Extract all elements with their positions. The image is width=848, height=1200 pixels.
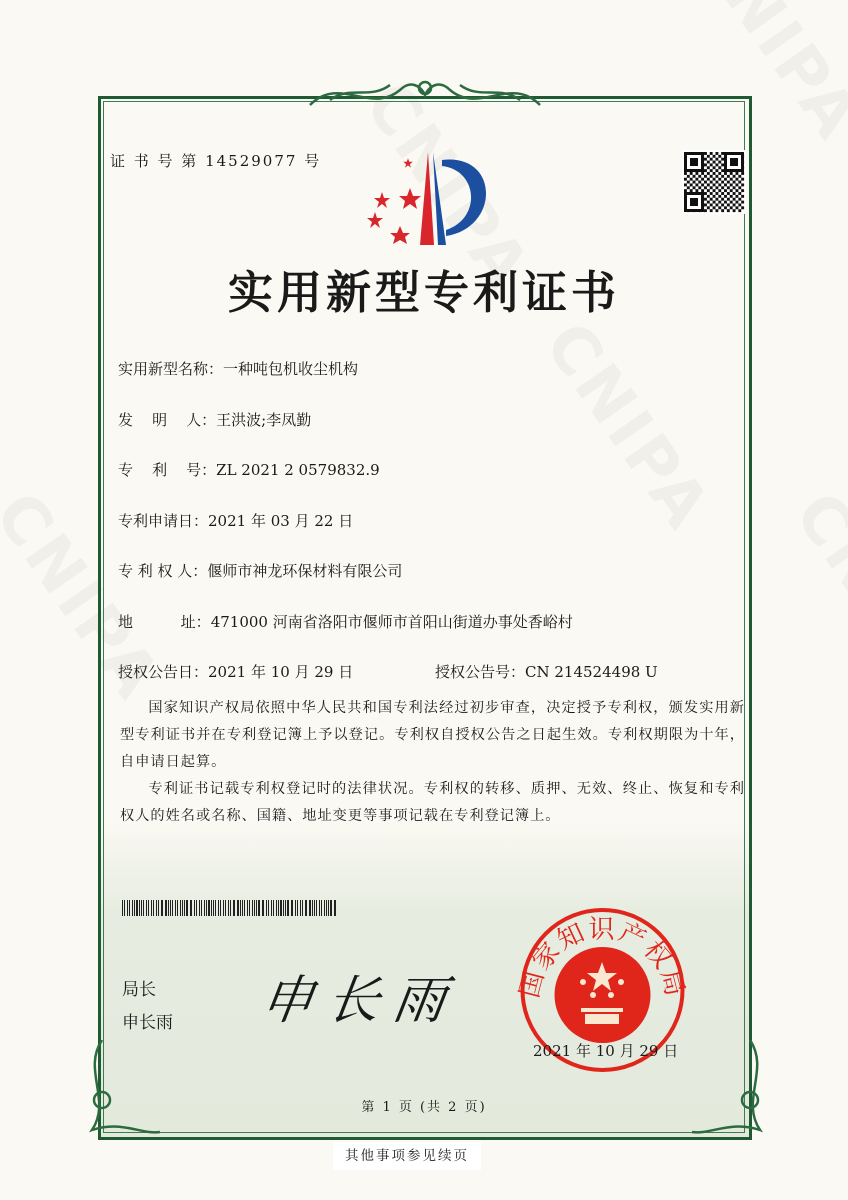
barcode-bar (324, 900, 325, 916)
page-indicator: 第 1 页 (共 2 页) (361, 1100, 487, 1115)
watermark (780, 480, 848, 715)
barcode-bar (258, 900, 259, 916)
field-row (118, 611, 573, 632)
barcode-bar (136, 900, 137, 916)
barcode-bar (300, 900, 301, 916)
barcode-bar (295, 900, 296, 916)
certificate-title: 实用新型专利证书 (227, 266, 620, 319)
barcode-bar (170, 900, 171, 916)
field-value: CN 214524498 U (525, 663, 658, 681)
field-announcement-number (435, 661, 658, 682)
barcode-bar (191, 900, 192, 916)
barcode-bar (172, 900, 173, 916)
barcode-bar (234, 900, 235, 916)
certificate-number-label: 证 书 号 第 (110, 152, 199, 170)
qr-code (682, 150, 746, 214)
certificate-number (110, 150, 321, 171)
barcode-bar (244, 900, 245, 916)
field-value: 471000 河南省洛阳市偃师市首阳山街道办事处香峪村 (210, 613, 573, 631)
barcode-bar (330, 900, 331, 916)
barcode-bar (156, 900, 157, 916)
paragraph-legal-status: 专利证书记载专利权登记时的法律状况。专利权的转移、质押、无效、终止、恢复和专利权人的姓名或名称、国籍、地址变更等事项记载在专利登记簿上。 (120, 781, 745, 824)
field-value: 一种吨包机收尘机构 (223, 360, 359, 378)
barcode-bar (165, 900, 166, 916)
barcode-bar (271, 900, 272, 916)
barcode-bar (242, 900, 243, 916)
certificate-number-value: 14529077 (205, 152, 298, 170)
barcode-bar (237, 900, 238, 916)
continued-note: 其他事项参见续页 (333, 1142, 481, 1170)
barcode-bar (206, 900, 207, 916)
barcode-bar (228, 900, 229, 916)
barcode-bar (177, 900, 178, 916)
barcode-bar (285, 900, 286, 916)
director-title: 局长 (122, 980, 156, 1000)
barcode-bar (266, 900, 267, 916)
barcode-bar (151, 900, 152, 916)
barcode-bar (186, 900, 187, 916)
corner-ornament-left (62, 1040, 162, 1140)
field-label: 实用新型名称： (118, 360, 224, 378)
barcode-bar (321, 900, 322, 916)
barcode-bar (252, 900, 253, 916)
barcode (122, 900, 338, 916)
barcode-bar (335, 900, 336, 916)
barcode-bar (141, 900, 142, 916)
field-row (118, 358, 358, 379)
field-row (118, 409, 311, 430)
barcode-bar (143, 900, 144, 916)
barcode-bar (249, 900, 250, 916)
barcode-bar (263, 900, 264, 916)
field-label: 专 利 号： (118, 461, 217, 479)
barcode-bar (180, 900, 181, 916)
barcode-bar (280, 900, 281, 916)
barcode-bar (158, 900, 159, 916)
barcode-bar (292, 900, 293, 916)
field-value: 王洪波;李凤勤 (216, 411, 312, 429)
barcode-bar (314, 900, 315, 916)
field-value: 2021 年 10 月 29 日 (208, 663, 354, 681)
barcode-bar (256, 900, 257, 916)
field-value: 2021 年 03 月 22 日 (208, 512, 354, 530)
top-ornament (300, 70, 550, 120)
barcode-bar (230, 900, 231, 916)
barcode-bar (129, 900, 130, 916)
barcode-bar (302, 900, 303, 916)
field-row (118, 661, 353, 682)
barcode-bar (273, 900, 274, 916)
seal-text: 国家知识产权局 (515, 914, 690, 1002)
barcode-bar (316, 900, 317, 916)
barcode-bar (127, 900, 128, 916)
barcode-bar (208, 900, 209, 916)
barcode-bar (278, 900, 279, 916)
field-label: 授权公告号： (435, 663, 526, 681)
barcode-bar (309, 900, 310, 916)
director-signature: 申长雨 (257, 971, 464, 1031)
barcode-bar (184, 900, 185, 916)
director-name: 申长雨 (122, 1013, 173, 1033)
field-label: 地 址： (118, 613, 211, 631)
corner-ornament-right (690, 1040, 790, 1140)
barcode-bar (306, 900, 307, 916)
barcode-bar (213, 900, 214, 916)
barcode-bar (328, 900, 329, 916)
field-label: 授权公告日： (118, 663, 209, 681)
field-value: 偃师市神龙环保材料有限公司 (207, 562, 403, 580)
barcode-bar (199, 900, 200, 916)
field-label: 专利申请日： (118, 512, 209, 530)
barcode-bar (194, 900, 195, 916)
field-row (118, 459, 380, 480)
barcode-bar (201, 900, 202, 916)
barcode-bar (122, 900, 123, 916)
field-label: 发 明 人： (118, 411, 217, 429)
barcode-bar (220, 900, 221, 916)
seal-date: 2021 年 10 月 29 日 (533, 1042, 679, 1060)
field-row (118, 560, 402, 581)
field-row (118, 510, 353, 531)
certificate-number-suffix: 号 (304, 152, 322, 170)
barcode-bar (148, 900, 149, 916)
field-value: ZL 2021 2 0579832.9 (216, 461, 380, 479)
barcode-bar (162, 900, 163, 916)
paragraph-grant: 国家知识产权局依照中华人民共和国专利法经过初步审查，决定授予专利权，颁发实用新型专利证书并在专利登记簿上予以登记。专利权自授权公告之日起生效。专利权期限为十年，自申请日起算。 (120, 700, 745, 770)
field-label: 专 利 权 人： (118, 562, 208, 580)
barcode-bar (215, 900, 216, 916)
cnipa-logo (360, 148, 490, 248)
barcode-bar (134, 900, 135, 916)
barcode-bar (287, 900, 288, 916)
barcode-bar (223, 900, 224, 916)
